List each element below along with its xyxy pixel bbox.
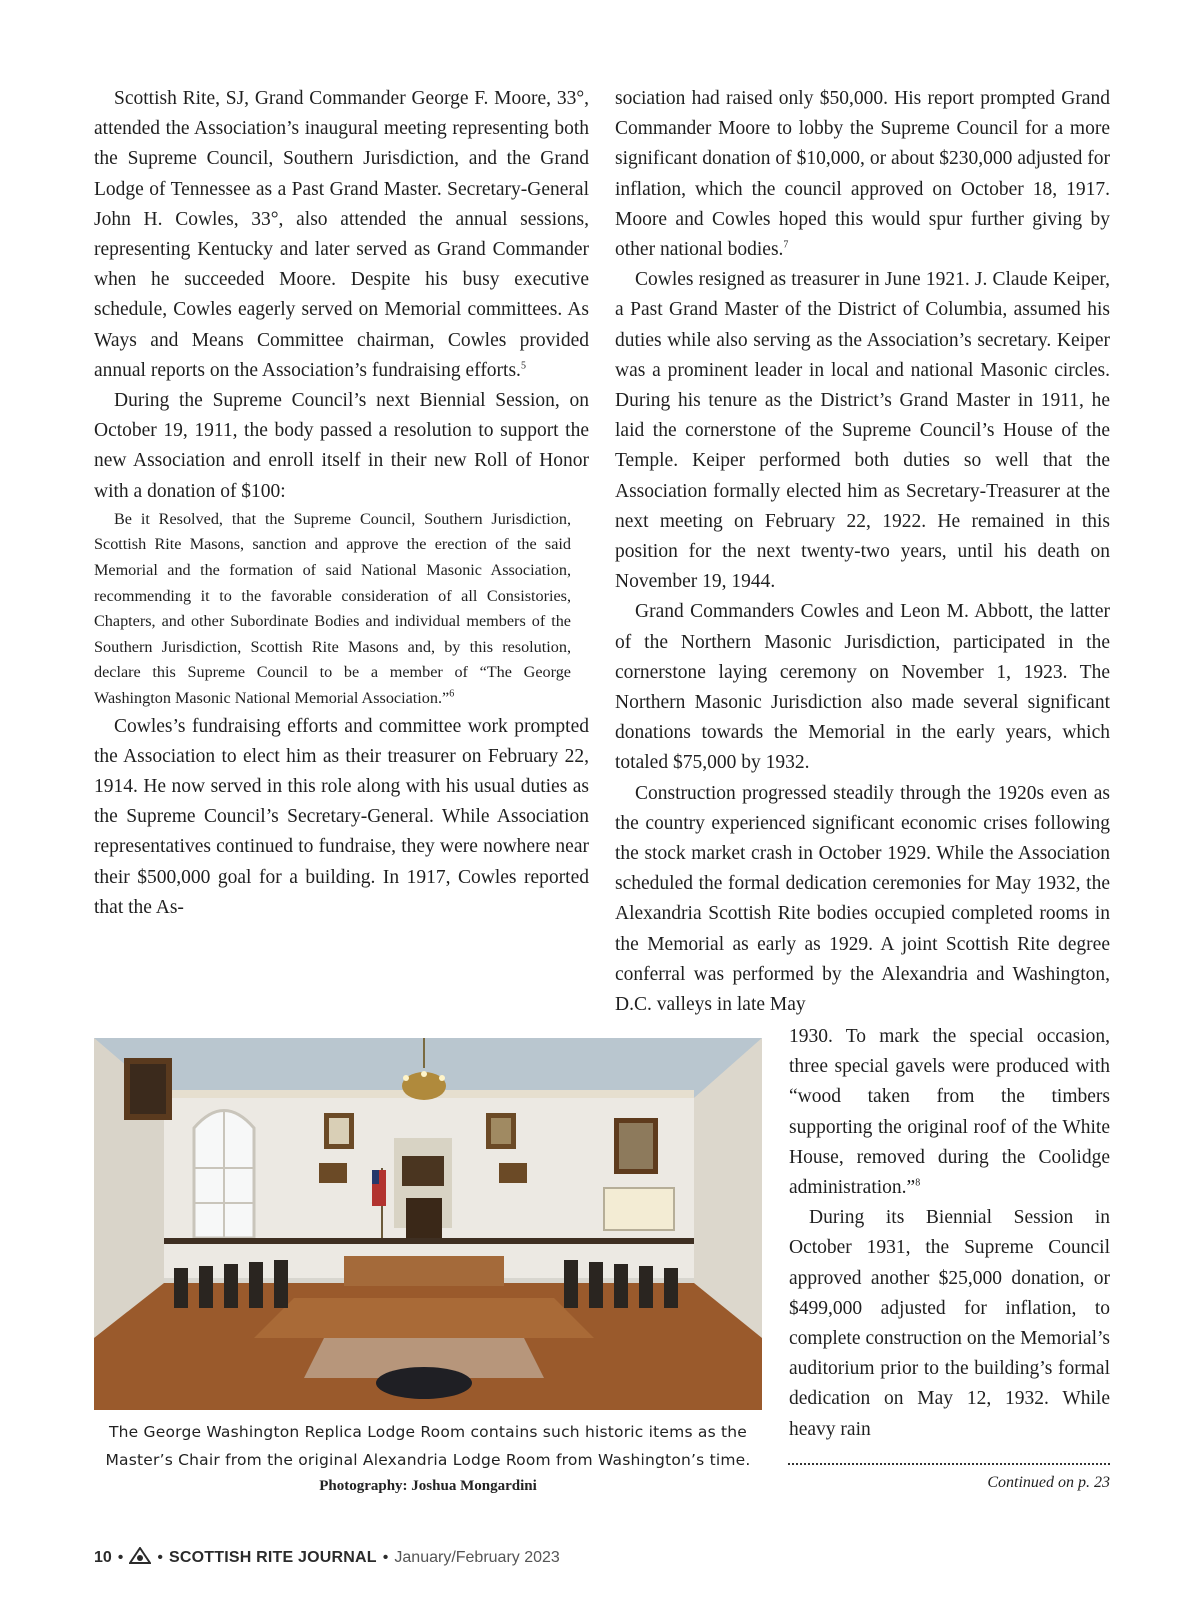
photo-credit: Photography: Joshua Mongardini [319, 1478, 537, 1494]
footnote-ref: 5 [520, 360, 526, 372]
footer-bullet: • [382, 1549, 389, 1566]
wrap-paragraph-1: 1930. To mark the special occasion, three special gavels were produced with “wood taken from the timbers supporting the original roof of the White House, removed during the Coolidge administration.”$^8$ [789, 1026, 1110, 1199]
issue-date: January/February 2023 [394, 1549, 560, 1566]
right-paragraph-1: sociation had raised only $50,000. His report prompted Grand Commander Moore to lobby the Supreme Council for a more significant donation of $10,000, or about $230,000 adjusted for inflation, which the council approved on October 18, 1917. Moore and Cowles hoped this would spur further giving by other national bodies.$^7$ [615, 88, 1110, 261]
wrap-column [789, 1022, 1110, 1445]
lodge-room-photo [94, 1038, 762, 1410]
lodge-room-illustration [94, 1038, 762, 1410]
left-paragraph-1: Scottish Rite, SJ, Grand Commander George F. Moore, 33°, attended the Association’s inaugural meeting representing both the Supreme Council, Southern Jurisdiction, and the Grand Lodge of Tennessee as a Past Grand Master. Secretary-General John H. Cowles, 33°, also attended the annual sessions, representing Kentucky and later served as Grand Commander when he succeeded Moore. Despite his busy executive schedule, Cowles eagerly served on Memorial committees. As Ways and Means Committee chairman, Cowles provided annual reports on the Association’s fundraising efforts.$^5$ [94, 88, 589, 381]
journal-title: SCOTTISH RITE JOURNAL [169, 1549, 377, 1566]
left-paragraph-2: During the Supreme Council’s next Biennial Session, on October 19, 1911, the body passed a resolution to support the new Association and enroll itself in their new Roll of Honor with a donation of $100: [94, 390, 589, 502]
right-paragraph-4: Construction progressed steadily through the 1920s even as the country experienced significant economic crises following the stock market crash in October 1929. While the Association scheduled the formal dedication ceremonies for May 1932, the Alexandria Scottish Rite bodies occupied completed rooms in the Memorial as early as 1929. A joint Scottish Rite degree conferral was performed by the Alexandria and Washington, D.C. valleys in late May [615, 782, 1110, 1016]
footer-bullet: • [117, 1549, 124, 1566]
footnote-ref: 6 [449, 688, 455, 700]
page-number: 10 [94, 1549, 112, 1566]
page-footer [94, 1546, 560, 1570]
wrap-paragraph-2: During its Biennial Session in October 1931, the Supreme Council approved another $25,000 donation, or $499,000 adjusted for inflation, to complete construction on the Memorial’s auditorium prior to the building’s formal dedication on May 12, 1932. While heavy rain [789, 1207, 1110, 1440]
block-quote: Be it Resolved, that the Supreme Council, Southern Jurisdiction, Scottish Rite Masons, sanction and approve the erection of the said Memorial and the formation of said National Masonic Association, recommending it to the favorable consideration of all Consistories, Chapters, and other Subordinate Bodies and individual members of the Southern Jurisdiction, Scottish Rite Masons and, by this resolution, declare this Supreme Council to be a member of “The George Washington Masonic National Memorial Association.”$^6$ [94, 509, 571, 707]
continued-link[interactable]: Continued on p. 23 [987, 1474, 1110, 1491]
left-column [94, 84, 589, 923]
left-paragraph-3: Cowles’s fundraising efforts and committee work prompted the Association to elect him as their treasurer on February 22, 1914. He now served in this role along with his usual duties as the Supreme Council’s Secretary-General. While Association representatives continued to fundraise, they were nowhere near their $500,000 goal for a building. In 1917, Cowles reported that the As- [94, 715, 589, 918]
footnote-ref: 7 [783, 239, 789, 251]
right-paragraph-3: Grand Commanders Cowles and Leon M. Abbott, the latter of the Northern Masonic Jurisdiction, participated in the cornerstone laying ceremony on November 1, 1923. The Northern Masonic Jurisdiction also made several significant donations towards the Memorial in the early years, which totaled $75,000 by 1932. [615, 601, 1110, 774]
footnote-ref: 8 [915, 1177, 921, 1189]
photo-caption: The George Washington Replica Lodge Room contains such historic items as the Master’s Chair from the original Alexandria Lodge Room from Washington’s time. [105, 1423, 751, 1469]
double-eagle-icon [129, 1547, 151, 1570]
footer-bullet: • [157, 1549, 164, 1566]
dotted-divider [788, 1463, 1110, 1465]
right-column [615, 84, 1110, 1020]
right-paragraph-2: Cowles resigned as treasurer in June 1921. J. Claude Keiper, a Past Grand Master of the District of Columbia, assumed his duties while also serving as the Association’s secretary. Keiper was a prominent leader in local and national Masonic circles. During his tenure as the District’s Grand Master in 1911, he laid the cornerstone of the Supreme Council’s House of the Temple. Keiper performed both duties so well that the Association formally elected him as Secretary-Treasurer at the next meeting on February 22, 1922. He remained in this position for the next twenty-two years, until his death on November 19, 1944. [615, 269, 1110, 593]
